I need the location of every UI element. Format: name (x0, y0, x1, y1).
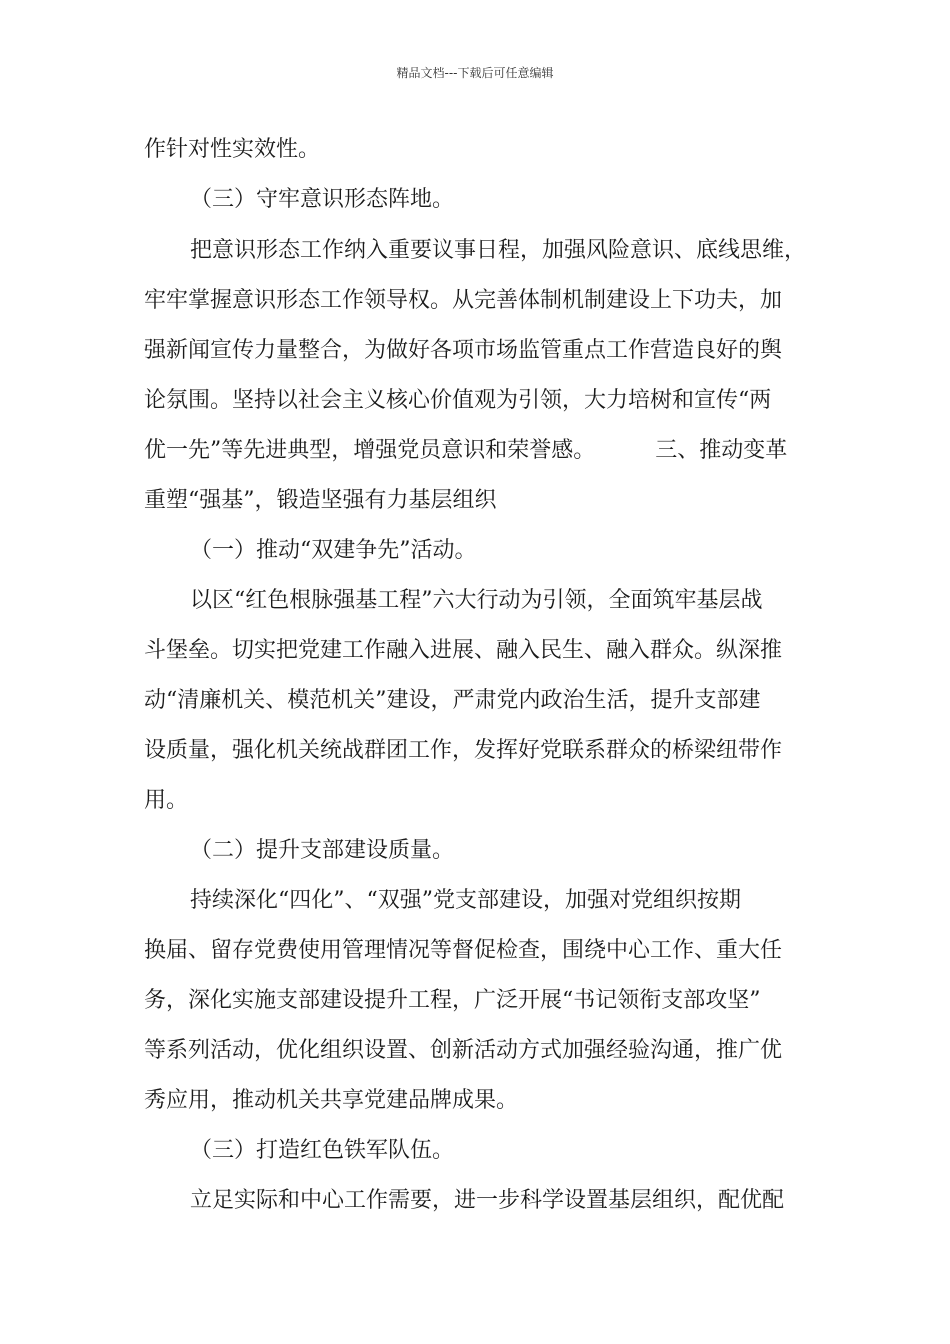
text-line: 设质量，强化机关统战群团工作，发挥好党联系群众的桥梁纽带作 (144, 738, 783, 763)
text-line: 斗堡垒。切实把党建工作融入进展、融入民生、融入群众。纵深推 (144, 638, 783, 663)
text-line: 动“清廉机关、模范机关”建设，严肃党内政治生活，提升支部建 (144, 688, 761, 713)
text-line: 把意识形态工作纳入重要议事日程，加强风险意识、底线思维， (190, 238, 807, 263)
text-line: 论氛围。坚持以社会主义核心价值观为引领，大力培树和宣传“两 (144, 388, 772, 413)
text-line: 牢牢掌握意识形态工作领导权。从完善体制机制建设上下功夫，加 (144, 288, 783, 313)
text-fragment: 优一先”等先进典型，增强党员意识和荣誉感。 (144, 438, 596, 463)
text-line: 作针对性实效性。 (144, 137, 321, 162)
text-line: 用。 (144, 788, 189, 813)
text-line: 以区“红色根脉强基工程”六大行动为引领，全面筑牢基层战 (190, 588, 763, 613)
page-header: 精品文档---下载后可任意编辑 (396, 66, 554, 80)
text-line: 秀应用，推动机关共享党建品牌成果。 (144, 1088, 519, 1113)
section-heading: （三）打造红色铁军队伍。 (190, 1138, 455, 1163)
text-line: 立足实际和中心工作需要，进一步科学设置基层组织，配优配 (190, 1188, 785, 1213)
text-line: 务，深化实施支部建设提升工程，广泛开展“书记领衔支部攻坚” (144, 988, 761, 1013)
section-heading-start: 三、推动变革 (655, 438, 788, 463)
text-line (144, 436, 787, 466)
section-heading: （三）守牢意识形态阵地。 (190, 187, 455, 212)
section-heading-continued: 重塑“强基”，锻造坚强有力基层组织 (144, 488, 497, 513)
section-heading: （一）推动“双建争先”活动。 (190, 538, 477, 563)
text-line: 换届、留存党费使用管理情况等督促检查，围绕中心工作、重大任 (144, 938, 783, 963)
text-line: 强新闻宣传力量整合，为做好各项市场监管重点工作营造良好的舆 (144, 338, 783, 363)
section-heading: （二）提升支部建设质量。 (190, 838, 455, 863)
text-line: 等系列活动，优化组织设置、创新活动方式加强经验沟通，推广优 (144, 1038, 783, 1063)
text-line: 持续深化“四化”、“双强”党支部建设，加强对党组织按期 (190, 888, 741, 913)
